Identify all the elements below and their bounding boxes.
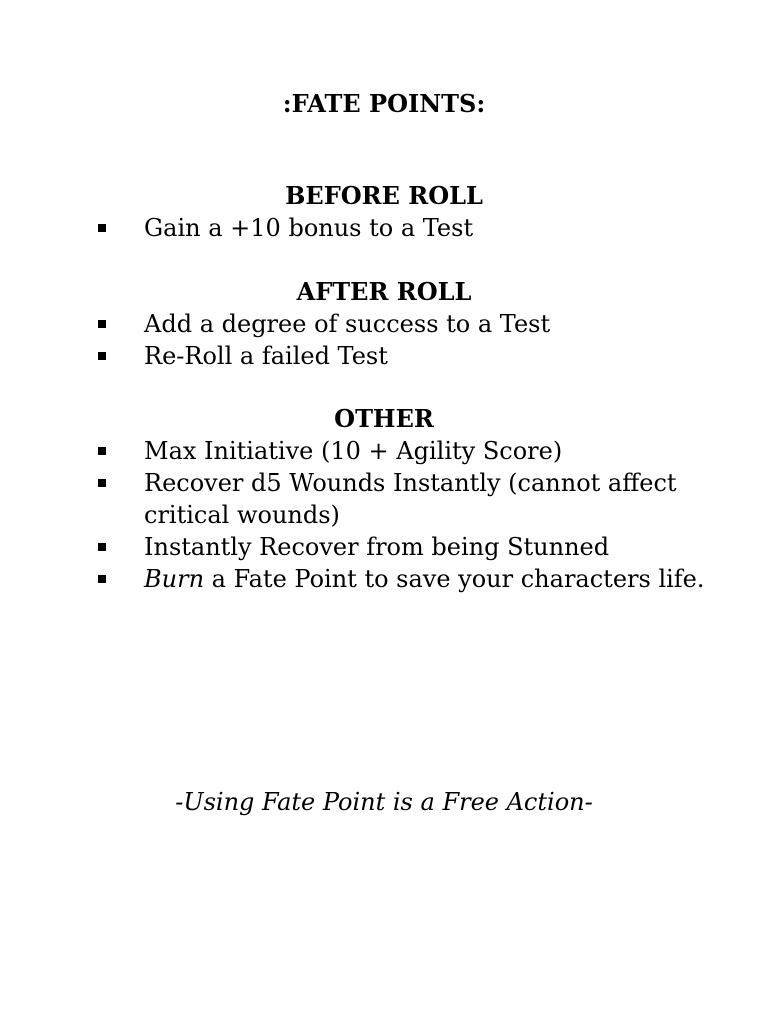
- list-item-text: Add a degree of success to a Test: [144, 310, 551, 338]
- bullet-icon: [98, 543, 106, 551]
- list-item-text: Recover d5 Wounds Instantly (cannot affect critical wounds): [144, 469, 677, 529]
- list-item-text: Max Initiative (10 + Agility Score): [144, 437, 563, 465]
- bullet-icon: [98, 447, 106, 455]
- bullet-icon: [98, 575, 106, 583]
- list-item: [0, 563, 768, 595]
- bullet-icon: [98, 320, 106, 328]
- burn-emphasis: Burn: [144, 565, 205, 593]
- section-heading-before-roll: BEFORE ROLL: [285, 181, 483, 210]
- other-list: [0, 435, 768, 595]
- section-heading-after-roll: AFTER ROLL: [296, 277, 472, 306]
- list-item: [0, 212, 768, 244]
- bullet-icon: [98, 224, 106, 232]
- list-item: [0, 435, 768, 467]
- list-item-text: Re-Roll a failed Test: [144, 342, 388, 370]
- before-roll-list: [0, 212, 768, 244]
- section-heading-other: OTHER: [334, 404, 434, 433]
- list-item-text: Instantly Recover from being Stunned: [144, 533, 610, 561]
- bullet-icon: [98, 352, 106, 360]
- list-item-text: Gain a +10 bonus to a Test: [144, 214, 474, 242]
- footer-note: -Using Fate Point is a Free Action-: [175, 788, 593, 816]
- page-title: :FATE POINTS:: [282, 89, 486, 118]
- list-item-text: a Fate Point to save your characters life.: [204, 565, 705, 593]
- after-roll-list: [0, 308, 768, 372]
- list-item: [0, 308, 768, 340]
- list-item: [0, 467, 768, 531]
- bullet-icon: [98, 479, 106, 487]
- list-item: [0, 340, 768, 372]
- list-item: [0, 531, 768, 563]
